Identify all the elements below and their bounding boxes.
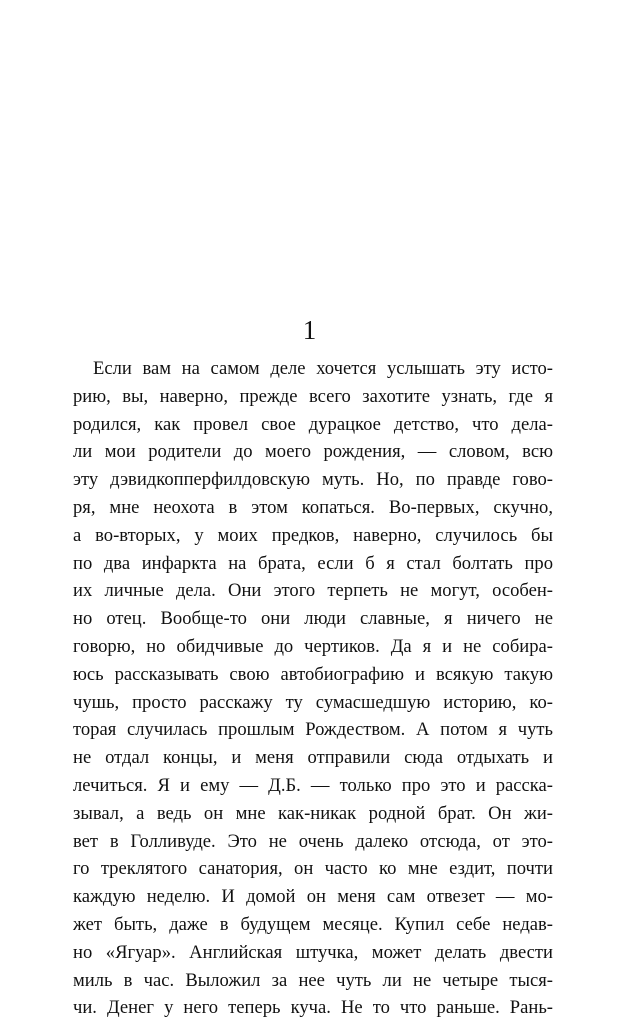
text-line: каждую неделю. И домой он меня сам отвезет — мо-: [73, 886, 553, 908]
text-line: а во-вторых, у моих предков, наверно, случилось бы: [73, 524, 553, 546]
text-line: не отдал концы, и меня отправили сюда отдыхать и: [73, 747, 553, 769]
text-line: родился, как провел свое дурацкое детство, что дела-: [73, 413, 553, 435]
text-line: зывал, а ведь он мне как-никак родной брат. Он жи-: [73, 802, 553, 824]
text-line: Если вам на самом деле хочется услышать эту исто-: [93, 358, 553, 379]
text-line: юсь рассказывать свою автобиографию и всякую такую: [73, 663, 553, 685]
text-line: чушь, просто расскажу ту сумасшедшую историю, ко-: [73, 691, 553, 713]
text-line: эту дэвидкопперфилдовскую муть. Но, по правде гово-: [73, 469, 553, 491]
chapter-body-text: [73, 355, 553, 1022]
text-line: но отец. Вообще-то они люди славные, я ничего не: [73, 608, 553, 630]
text-line: говорю, но обидчивые до чертиков. Да я и не собира-: [73, 635, 553, 657]
text-line: рию, вы, наверно, прежде всего захотите узнать, где я: [73, 385, 553, 407]
text-line: вет в Голливуде. Это не очень далеко отсюда, от это-: [73, 830, 553, 852]
text-line: торая случилась прошлым Рождеством. А потом я чуть: [73, 719, 553, 741]
text-line: но «Ягуар». Английская штучка, может делать двести: [73, 941, 553, 963]
text-line: по два инфаркта на брата, если б я стал болтать про: [73, 552, 553, 574]
text-line: ли мои родители до моего рождения, — словом, всю: [73, 441, 553, 463]
text-line: миль в час. Выложил за нее чуть ли не четыре тыся-: [73, 969, 553, 991]
text-line: го треклятого санатория, он часто ко мне ездит, почти: [73, 858, 553, 880]
text-line: чи. Денег у него теперь куча. Не то что раньше. Рань-: [73, 997, 553, 1019]
text-line: жет быть, даже в будущем месяце. Купил себе недав-: [73, 913, 553, 935]
text-line: лечиться. Я и ему — Д.Б. — только про это и расска-: [73, 774, 553, 796]
chapter-number: 1: [302, 315, 317, 345]
text-line: ря, мне неохота в этом копаться. Во-первых, скучно,: [73, 496, 553, 518]
text-line: их личные дела. Они этого терпеть не могут, особен-: [73, 580, 553, 602]
